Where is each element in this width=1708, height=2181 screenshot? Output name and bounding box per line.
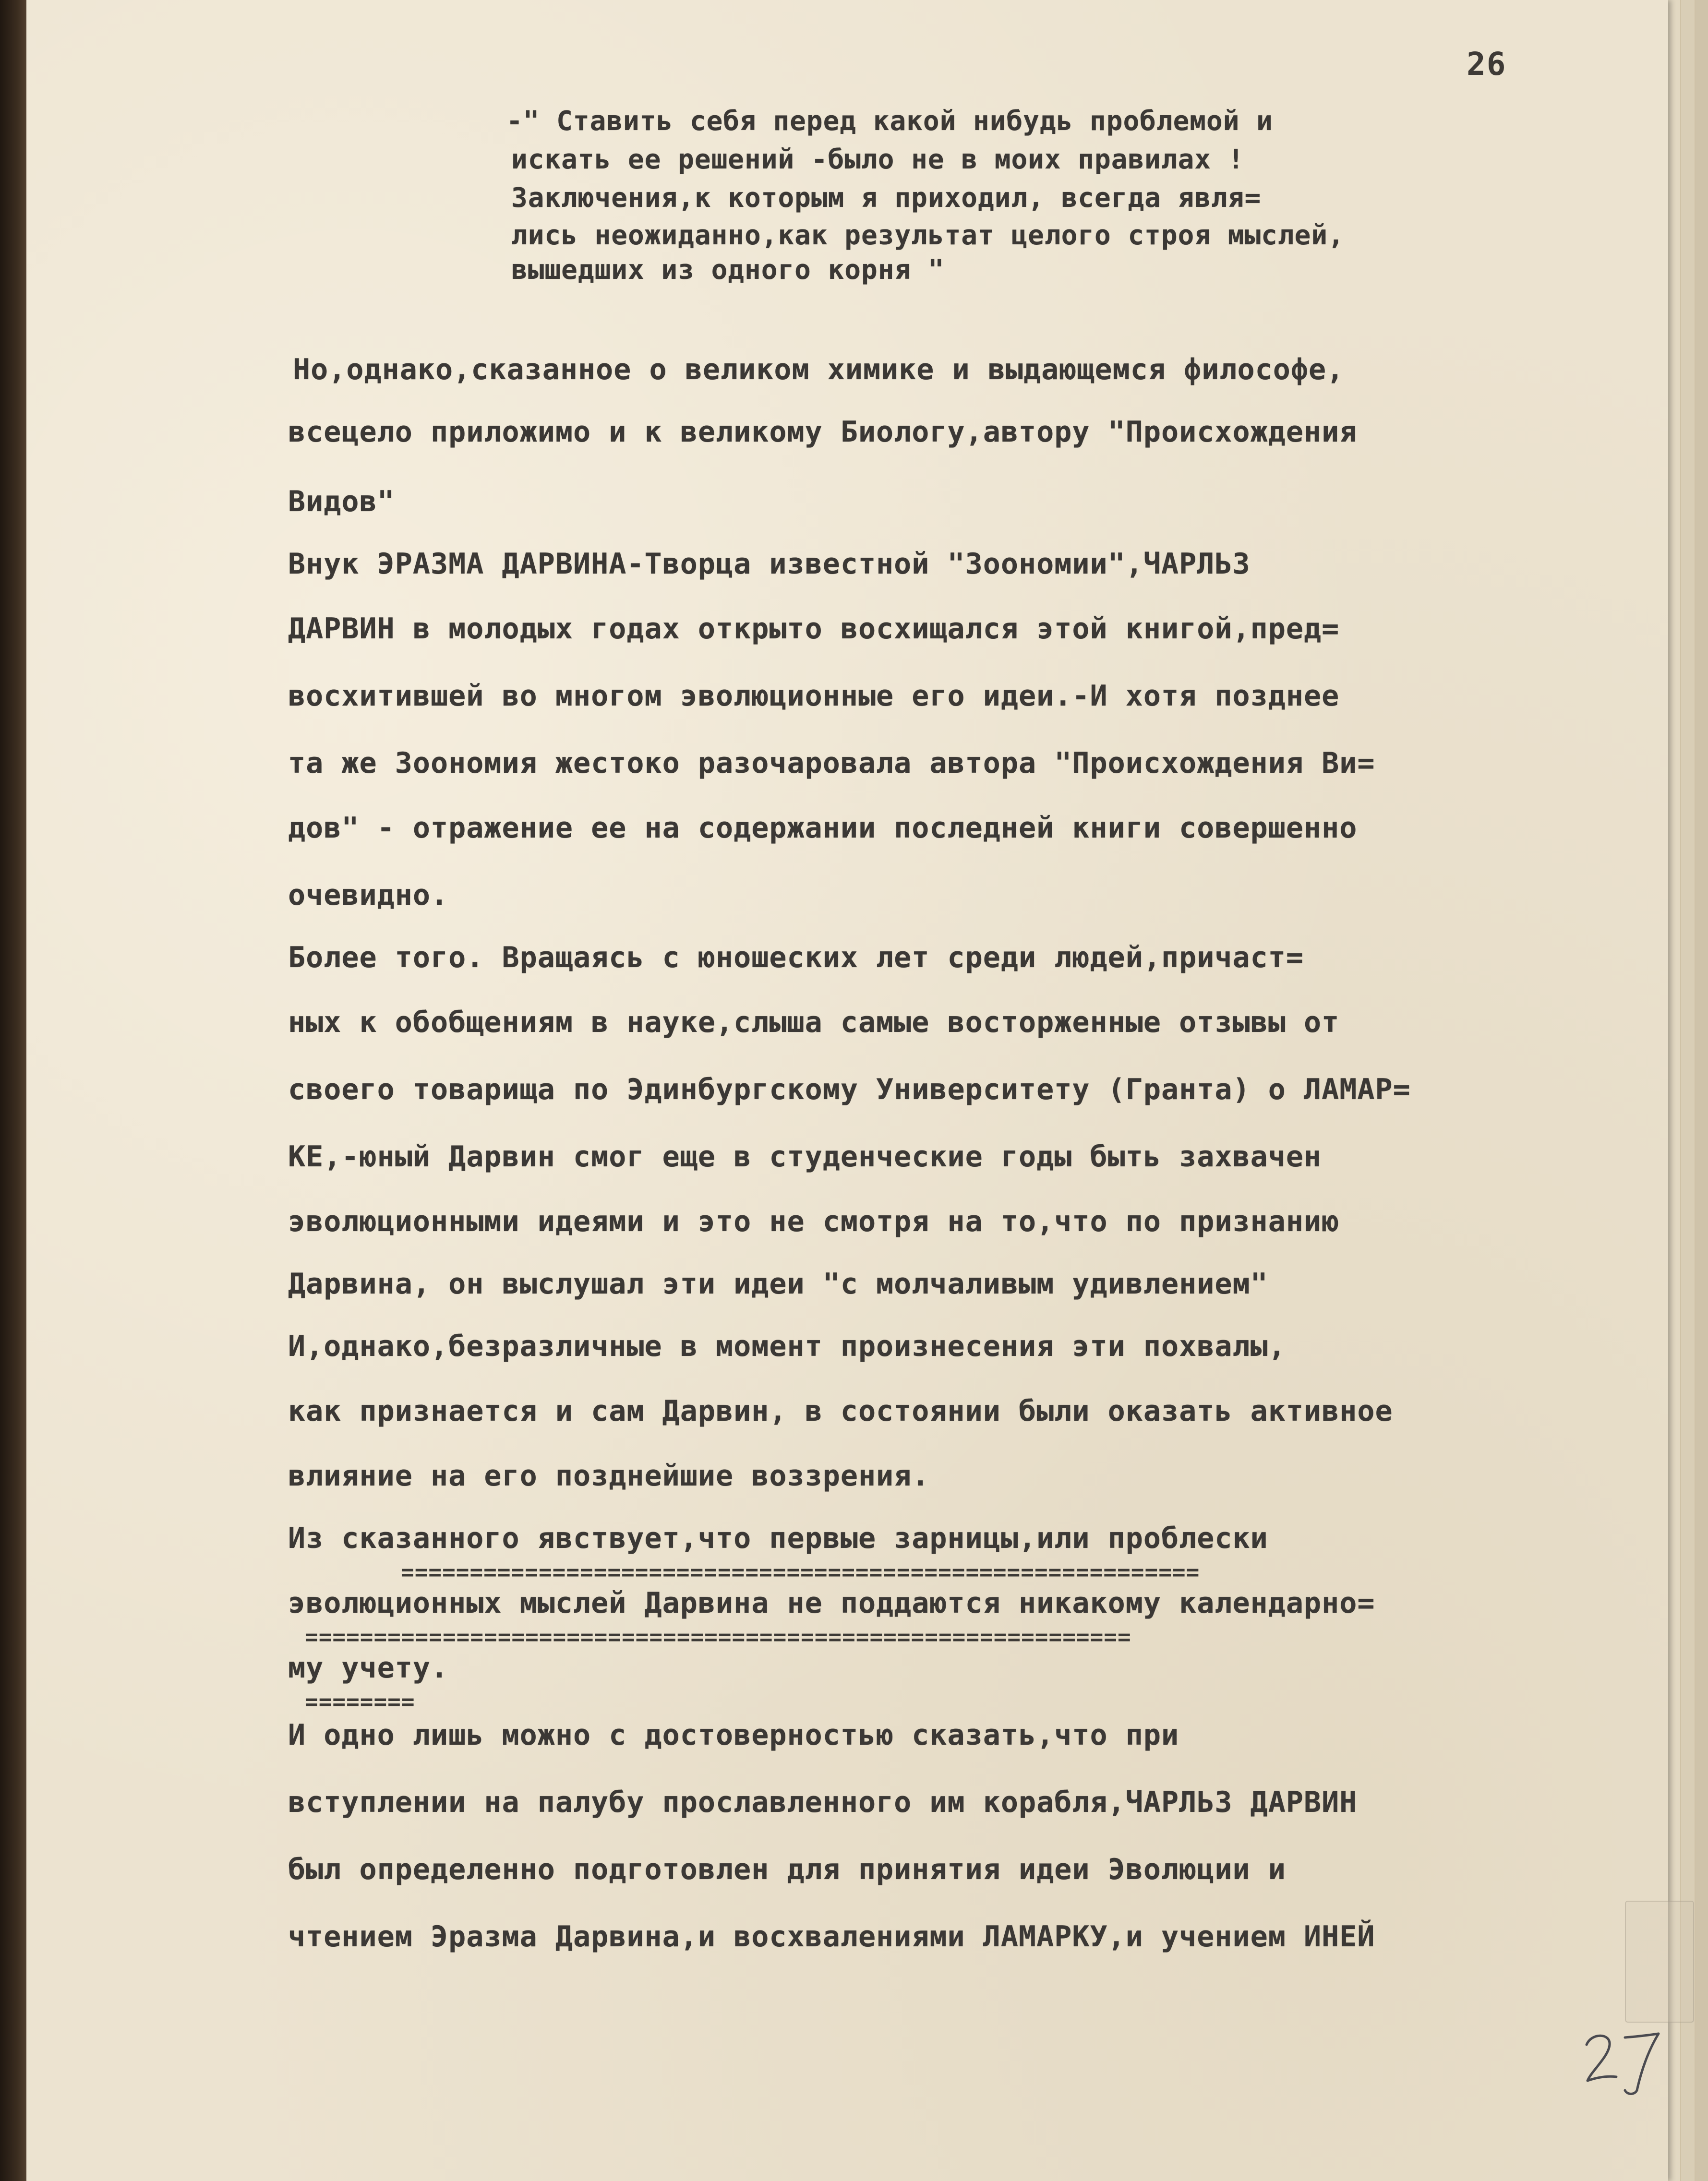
body-line: восхитившей во многом эволюционные его идеи.-И хотя позднее [288, 679, 1340, 713]
body-line: влияние на его позднейшие воззрения. [288, 1459, 930, 1493]
typewritten-page [26, 0, 1668, 2181]
body-line: чтением Эразма Дарвина,и восхвалениями ЛАМАРКУ,и учением ИНЕЙ [288, 1920, 1375, 1953]
underlying-sheet [1695, 0, 1708, 2181]
typed-underline: ========================================================== [401, 1559, 1200, 1585]
body-line: та же Зоономия жестоко разочаровала автора "Происхождения Ви= [288, 746, 1375, 780]
body-line: ных к обобщениям в науке,слыша самые восторженные отзывы от [288, 1006, 1340, 1039]
body-line: И одно лишь можно с достоверностью сказать,что при [288, 1718, 1179, 1752]
body-line: Но,однако,сказанное о великом химике и выдающемся философе, [293, 353, 1345, 386]
archive-binding-edge [0, 0, 29, 2181]
body-line: Более того. Вращаясь с юношеских лет среди людей,причаст= [288, 941, 1304, 974]
body-line: всецело приложимо и к великому Биологу,автору "Происхождения [288, 415, 1358, 449]
body-line: Дарвина, он выслушал эти идеи "с молчаливым удивлением" [288, 1267, 1268, 1301]
body-line: своего товарища по Эдинбургскому Университету (Гранта) о ЛАМАР= [288, 1073, 1411, 1106]
body-line: И,однако,безразличные в момент произнесения эти похвалы, [288, 1330, 1286, 1363]
body-line: эволюционными идеями и это не смотря на то,что по признанию [288, 1205, 1340, 1238]
quote-line: искать ее решений -было не в моих правилах ! [511, 144, 1245, 175]
body-line: ДАРВИН в молодых годах открыто восхищался этой книгой,пред= [288, 612, 1340, 646]
emphasized-line: эволюционных мыслей Дарвина не поддаются никакому календарно= [288, 1586, 1375, 1620]
quote-line: -" Ставить себя перед какой нибудь проблемой и [506, 106, 1273, 137]
emphasized-line: Из сказанного явствует,что первые зарницы,или проблески [288, 1522, 1268, 1555]
archive-stamp-ghost [1625, 1901, 1694, 2023]
body-line: дов" - отражение ее на содержании последней книги совершенно [288, 811, 1358, 845]
typed-underline: ======== [305, 1689, 415, 1714]
emphasized-line: му учету. [288, 1651, 449, 1685]
body-line: КЕ,-юный Дарвин смог еще в студенческие годы быть захвачен [288, 1140, 1322, 1174]
body-line: очевидно. [288, 878, 449, 912]
body-line: был определенно подготовлен для принятия идеи Эволюции и [288, 1853, 1286, 1886]
handwritten-folio-number [1577, 2023, 1663, 2100]
quote-line: лись неожиданно,как результат целого строя мыслей, [511, 220, 1345, 251]
page-number: 26 [1467, 46, 1507, 83]
body-line: Внук ЭРАЗМА ДАРВИНА-Творца известной "Зоономии",ЧАРЛЬЗ [288, 547, 1251, 581]
typed-underline: ============================================================ [305, 1624, 1131, 1650]
body-line: Видов" [288, 485, 395, 518]
body-line: как признается и сам Дарвин, в состоянии были оказать активное [288, 1394, 1393, 1428]
body-line: вступлении на палубу прославленного им корабля,ЧАРЛЬЗ ДАРВИН [288, 1786, 1358, 1819]
quote-line: Заключения,к которым я приходил, всегда явля= [511, 182, 1262, 214]
quote-line: вышедших из одного корня " [511, 254, 945, 286]
